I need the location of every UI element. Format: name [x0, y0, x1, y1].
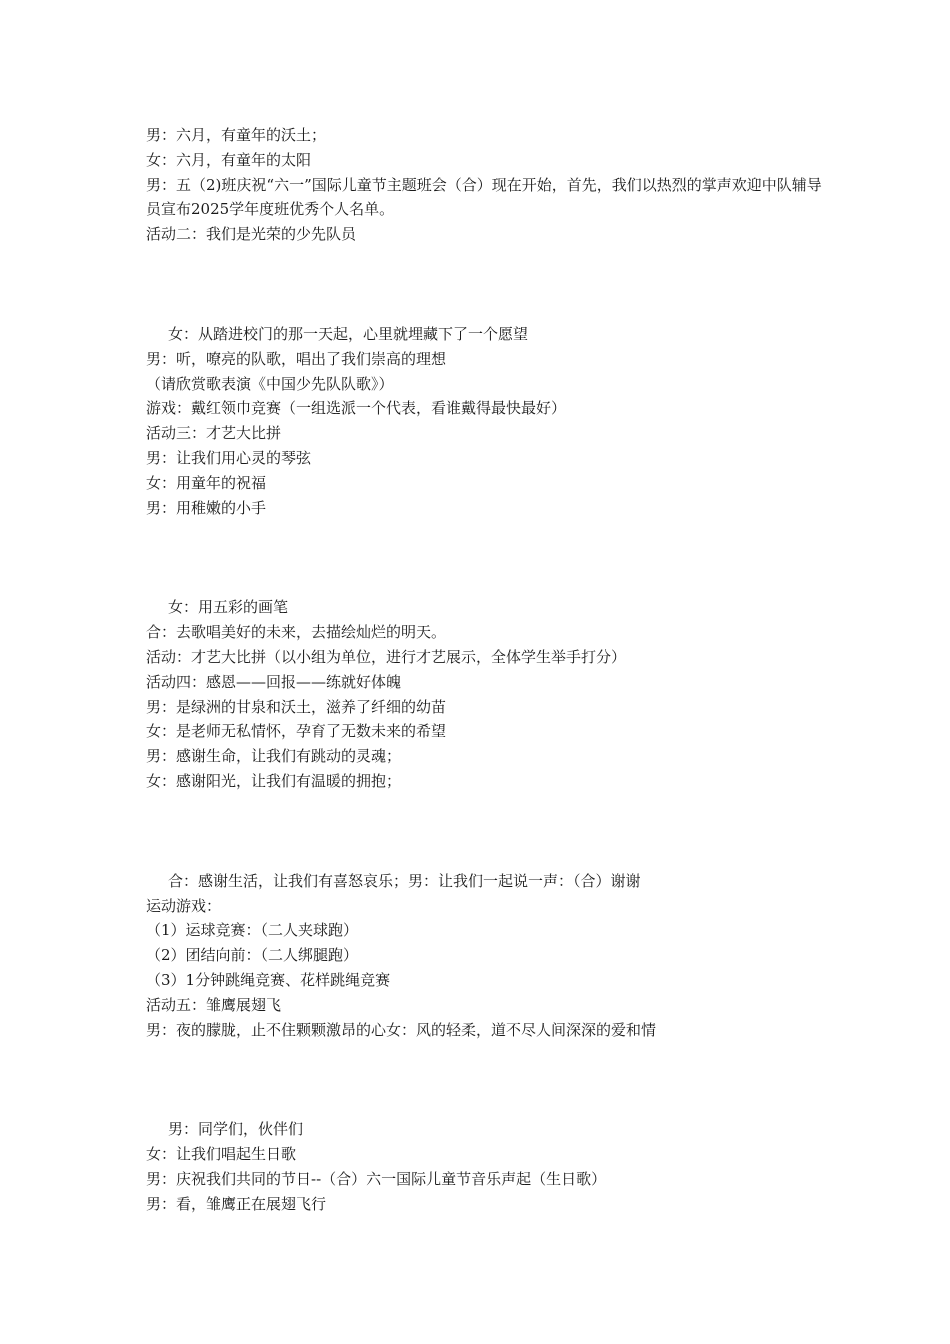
text-line: 女：六月，有童年的太阳: [146, 150, 312, 169]
section-gap: [146, 794, 826, 869]
text-line: 男：同学们，伙伴们: [168, 1120, 304, 1139]
section-gap: [146, 520, 826, 595]
text-line: 活动：才艺大比拼（以小组为单位，进行才艺展示，全体学生举手打分）: [146, 647, 627, 666]
text-line: 男：夜的朦胧，止不住颗颗激昂的心女：风的轻柔，道不尽人间深深的爱和情: [146, 1020, 657, 1039]
text-line: 活动五：雏鹰展翅飞: [146, 995, 282, 1014]
text-line: 女：让我们唱起生日歌: [146, 1145, 297, 1164]
section-4: [146, 869, 826, 1043]
text-line: 合：去歌唱美好的未来，去描绘灿烂的明天。: [146, 623, 447, 642]
text-line: 活动二：我们是光荣的少先队员: [146, 225, 357, 244]
text-line: 游戏：戴红领巾竞赛（一组选派一个代表，看谁戴得最快最好）: [146, 399, 567, 418]
text-line: （1）运球竞赛：（二人夹球跑）: [146, 921, 359, 940]
text-line: 运动游戏：: [146, 896, 222, 915]
text-line: 男：五（2)班庆祝“六一”国际儿童节主题班会（合）现在开始，首先，我们以热烈的掌声欢迎中队辅导员宣布2025学年度班优秀个人名单。: [146, 175, 822, 219]
section-5: [146, 1117, 826, 1216]
text-line: 女：从踏进校门的那一天起，心里就埋藏下了一个愿望: [168, 324, 529, 343]
text-line: （3）1分钟跳绳竞赛、花样跳绳竞赛: [146, 970, 391, 989]
section-1: [146, 123, 826, 247]
text-line: 女：用童年的祝福: [146, 473, 267, 492]
document-page: [146, 123, 826, 1217]
text-line: 活动三：才艺大比拼: [146, 424, 282, 443]
section-3: [146, 595, 826, 793]
text-line: 女：用五彩的画笔: [168, 598, 289, 617]
text-line: （请欣赏歌表演《中国少先队队歌》）: [146, 374, 394, 393]
text-line: 男：看，雏鹰正在展翅飞行: [146, 1194, 327, 1213]
text-line: 男：庆祝我们共同的节日--（合）六一国际儿童节音乐声起（生日歌）: [146, 1169, 607, 1188]
text-line: 男：让我们用心灵的琴弦: [146, 448, 312, 467]
text-line: 合：感谢生活，让我们有喜怒哀乐；男：让我们一起说一声：（合）谢谢: [168, 871, 641, 890]
text-line: 男：感谢生命，让我们有跳动的灵魂；: [146, 747, 402, 766]
text-line: 男：听，嘹亮的队歌，唱出了我们崇高的理想: [146, 349, 447, 368]
text-line: 男：用稚嫩的小手: [146, 498, 267, 517]
section-gap: [146, 1042, 826, 1117]
text-line: （2）团结向前：（二人绑腿跑）: [146, 946, 359, 965]
text-line: 女：感谢阳光，让我们有温暖的拥抱；: [146, 771, 402, 790]
section-gap: [146, 247, 826, 322]
text-line: 活动四：感恩——回报——练就好体魄: [146, 672, 402, 691]
text-line: 男：六月，有童年的沃土；: [146, 126, 327, 144]
text-line: 男：是绿洲的甘泉和沃土，滋养了纤细的幼苗: [146, 697, 447, 716]
text-line: 女：是老师无私情怀，孕育了无数未来的希望: [146, 722, 447, 741]
section-2: [146, 322, 826, 520]
